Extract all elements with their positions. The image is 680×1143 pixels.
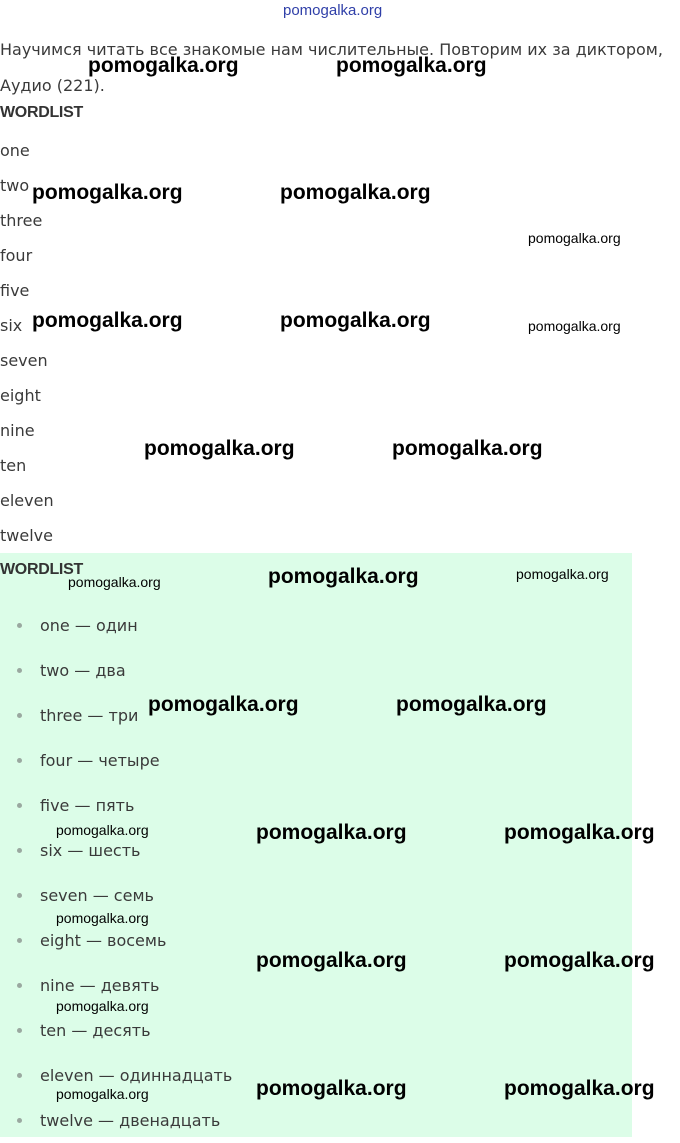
- watermark: pomogalka.org: [56, 822, 149, 838]
- translation-text: eleven — одиннадцать: [40, 1066, 233, 1085]
- watermark: pomogalka.org: [516, 566, 609, 582]
- watermark: pomogalka.org: [256, 821, 407, 844]
- header-watermark: pomogalka.org: [283, 2, 383, 19]
- watermark: pomogalka.org: [32, 181, 183, 204]
- watermark: pomogalka.org: [56, 1086, 149, 1102]
- intro-paragraph: Научимся читать все знакомые нам числительные. Повторим их за диктором, Аудио (221).: [0, 40, 663, 95]
- bullet-icon: [17, 893, 22, 898]
- translation-item: [0, 1008, 232, 1053]
- wordlist-heading: WORDLIST: [0, 104, 83, 121]
- bullet-icon: [17, 938, 22, 943]
- list-item: four: [0, 246, 33, 265]
- translation-text: eight — восемь: [40, 931, 167, 950]
- translation-list: [0, 603, 232, 1143]
- translation-item: [0, 738, 232, 783]
- bullet-icon: [17, 758, 22, 763]
- translation-text: six — шесть: [40, 841, 141, 860]
- list-item: twelve: [0, 526, 53, 545]
- bullet-icon: [17, 803, 22, 808]
- watermark: pomogalka.org: [528, 318, 621, 334]
- bullet-icon: [17, 848, 22, 853]
- watermark: pomogalka.org: [68, 574, 161, 590]
- list-item: eleven: [0, 491, 54, 510]
- watermark: pomogalka.org: [148, 693, 299, 716]
- translation-item: [0, 1098, 232, 1143]
- bullet-icon: [17, 713, 22, 718]
- list-item: two: [0, 176, 30, 195]
- translation-text: five — пять: [40, 796, 135, 815]
- translation-text: three — три: [40, 706, 139, 725]
- bullet-icon: [17, 983, 22, 988]
- watermark: pomogalka.org: [56, 998, 149, 1014]
- watermark: pomogalka.org: [56, 910, 149, 926]
- watermark: pomogalka.org: [528, 230, 621, 246]
- translation-text: seven — семь: [40, 886, 154, 905]
- list-item: nine: [0, 421, 35, 440]
- bullet-icon: [17, 668, 22, 673]
- list-item: ten: [0, 456, 27, 475]
- list-item: six: [0, 316, 23, 335]
- watermark: pomogalka.org: [256, 1077, 407, 1100]
- translation-item: [0, 648, 232, 693]
- translation-text: nine — девять: [40, 976, 160, 995]
- list-item: three: [0, 211, 43, 230]
- translation-text: four — четыре: [40, 751, 160, 770]
- list-item: five: [0, 281, 30, 300]
- watermark: pomogalka.org: [256, 949, 407, 972]
- watermark: pomogalka.org: [504, 949, 655, 972]
- watermark: pomogalka.org: [392, 437, 543, 460]
- watermark: pomogalka.org: [504, 1077, 655, 1100]
- watermark: pomogalka.org: [336, 54, 487, 77]
- wordlist-heading-2: WORDLIST: [0, 561, 83, 578]
- watermark: pomogalka.org: [88, 54, 239, 77]
- list-item: one: [0, 141, 30, 160]
- translation-text: ten — десять: [40, 1021, 151, 1040]
- watermark: pomogalka.org: [32, 309, 183, 332]
- translation-item: [0, 603, 232, 648]
- list-item: seven: [0, 351, 48, 370]
- translation-text: two — два: [40, 661, 126, 680]
- watermark: pomogalka.org: [396, 693, 547, 716]
- translation-text: one — один: [40, 616, 138, 635]
- bullet-icon: [17, 623, 22, 628]
- watermark: pomogalka.org: [144, 437, 295, 460]
- watermark: pomogalka.org: [504, 821, 655, 844]
- bullet-icon: [17, 1073, 22, 1078]
- bullet-icon: [17, 1118, 22, 1123]
- translation-text: twelve — двенадцать: [40, 1111, 221, 1130]
- watermark: pomogalka.org: [280, 309, 431, 332]
- watermark: pomogalka.org: [280, 181, 431, 204]
- bullet-icon: [17, 1028, 22, 1033]
- watermark: pomogalka.org: [268, 565, 419, 588]
- list-item: eight: [0, 386, 41, 405]
